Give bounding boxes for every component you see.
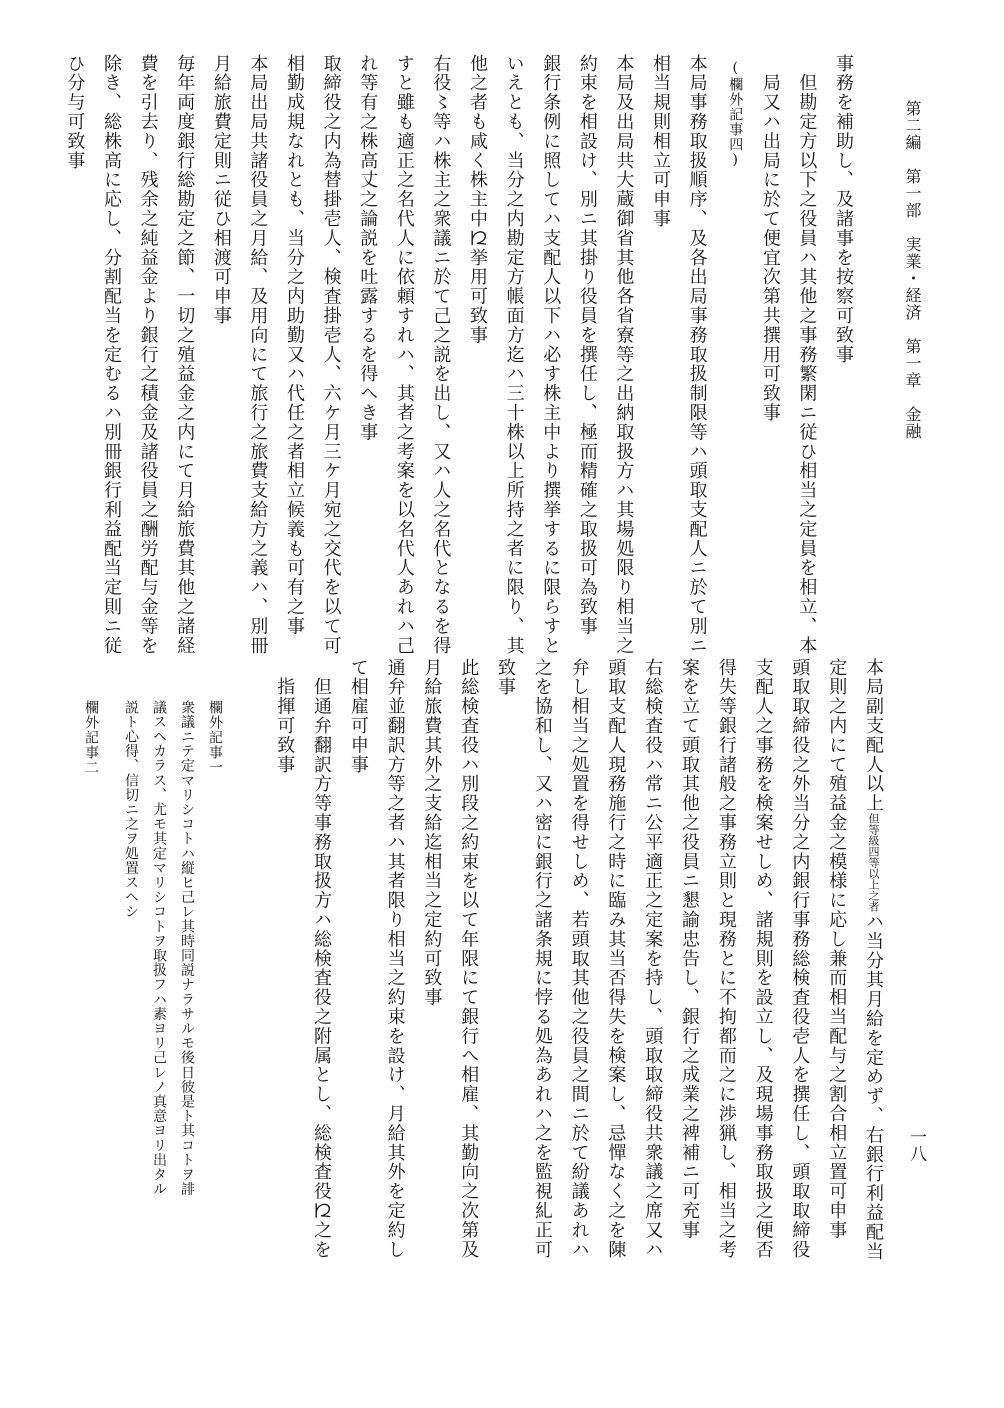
lower-line: 頭取支配人現務施行之時に臨み其当否得失を検案し、忌憚なく之を陳 <box>605 658 627 1260</box>
margin-note-1-line: 衆議ニテ定マリシコトハ縦ヒ己レ其時同説ナラサルモ後日彼是ト其コトヲ誹 <box>179 700 195 1197</box>
upper-line: ひ分与可致事 <box>64 54 86 171</box>
lower-line: て相雇可申事 <box>347 658 369 775</box>
upper-line: 局又ハ出局に於て便宜次第共撰用可致事 <box>759 54 781 423</box>
lower-line: 弁し相当之処置を得せしめ、若頭取其他之役員之間ニ於て紛議あれハ <box>568 658 590 1260</box>
lower-line: 頭取取締役之外当分之内銀行事務総検査役壱人を撰任し、頭取取締役 <box>789 658 811 1260</box>
margin-note-1-heading: 欄外記事一 <box>207 700 223 775</box>
margin-note-4-label: (欄外記事四) <box>727 60 744 169</box>
upper-line: 本局事務取扱順序、及各出局事務取扱制限等ハ頭取支配人ニ於て別ニ <box>686 54 708 656</box>
margin-note-2-heading: 欄外記事二 <box>83 700 99 775</box>
inline-note-grade: 但等級四等 <box>867 813 880 869</box>
upper-line: すと雖も適正之名代人に依頼すれハ、其者之考案を以名代人あれハ己 <box>393 54 415 656</box>
lower-line: 之を協和し、又ハ密に銀行之諸条規に悖る処為あれハ之を監視糺正可 <box>531 658 553 1260</box>
upper-line: 除き、総株高に応し、分割配当を定むるハ別冊銀行利益配当定則ニ従 <box>101 54 122 656</box>
lower-line: 案を立て頭取其他之役員ニ懇諭忠告し、銀行之成業之裨補ニ可充事 <box>679 658 700 1240</box>
upper-line: 相勤成規なれとも、当分之内助勤又ハ代任之者相立候義も可有之事 <box>284 54 305 636</box>
lower-first-line-end: ハ当分其月給を定めず、右銀行利益配当 <box>863 912 884 1262</box>
upper-line: 右役〻等ハ株主之衆議ニ於て己之説を出し、又ハ人之名代となるを得 <box>430 54 452 656</box>
upper-line: 約束を相設け、別ニ其掛り役員を撰任し、極而精確之取扱可為致事 <box>576 54 598 636</box>
lower-line: 右総検査役ハ常ニ公平適正之定案を持し、頭取取締役共衆議之席又ハ <box>642 658 664 1260</box>
upper-line: いえとも、当分之内勘定方帳面方迄ハ三十株以上所持之者に限り、其 <box>503 54 525 656</box>
running-title: 第二編 第一部 実業・経済 第一章 金融 <box>903 100 922 440</box>
lower-line: 月給旅費其外之支給迄相当之定約可致事 <box>421 658 443 1008</box>
lower-line: 得失等銀行諸般之事務立則と現務とに不拘都而之に渉猟し、相当之考 <box>715 658 737 1260</box>
upper-line: れ等有之株高丈之論説を吐露するを得へき事 <box>357 54 379 442</box>
upper-line: 本局出局共諸役員之月給、及用向にて旅行之旅費支給方之義ハ、別冊 <box>247 54 269 656</box>
lower-line: 定則之内にて殖益金之模様に応し兼而相当配与之割合相立置可申事 <box>826 658 848 1240</box>
upper-line: 事務を補助し、及諸事を按察可致事 <box>833 54 854 365</box>
margin-note-1-line: 説ト心得、信切ニ之ヲ処置スヘシ <box>123 700 139 919</box>
upper-line: 相当規則相立可申事 <box>650 54 671 229</box>
upper-line: 本局及出局共大蔵御省其他各省寮等之出納取扱方ハ其場処限り相当之 <box>613 54 635 656</box>
upper-line: 他之者も咸く株主中𛀁挙用可致事 <box>467 54 488 345</box>
lower-first-line <box>864 658 882 1261</box>
upper-line: 費を引去り、残余之純益金より銀行之積金及諸役員之酬労配与金等を <box>137 54 159 656</box>
lower-line: 通弁並翻訳方等之者ハ其者限り相当之約束を設け、月給其外を定約し <box>384 658 406 1260</box>
lower-line: 此総検査役ハ別段之約束を以て年限にて銀行へ相雇、其勤向之次第及 <box>458 658 480 1260</box>
lower-line: 支配人之事務を検案せしめ、諸規則を設立し、及現場事務取扱之便否 <box>752 658 774 1260</box>
lower-line: 指揮可致事 <box>274 658 296 775</box>
upper-line: 銀行条例に照してハ支配人以下ハ必す株主中より撰挙するに限らすと <box>540 54 562 656</box>
lower-line: 致事 <box>495 658 516 697</box>
upper-line: 毎年両度銀行総勘定之節、一切之殖益金之内にて月給旅費其他之諸経 <box>174 54 196 656</box>
upper-line: 取締役之内為替掛壱人、検査掛壱人、六ケ月三ケ月宛之交代を以て可 <box>320 54 342 656</box>
margin-note-1-line: 議スヘカラス、尤モ其定マリシコトヲ取扱フハ素ヨリ己レノ真意ヨリ出タル <box>151 700 167 1197</box>
lower-line: 但通弁翻訳方等事務取扱方ハ総検査役之附属とし、総検査役𛀁之を <box>311 658 332 1260</box>
inline-note-grade-2: 以上之者 <box>867 868 880 913</box>
upper-line: 月給旅費定則ニ従ひ相渡可申事 <box>210 54 232 326</box>
upper-line: 但勘定方以下之役員ハ其他之事務繁閑ニ従ひ相当之定員を相立、本 <box>796 54 818 656</box>
lower-first-line-start: 本局副支配人以上 <box>863 658 884 814</box>
page-number: 一八 <box>906 1128 926 1162</box>
